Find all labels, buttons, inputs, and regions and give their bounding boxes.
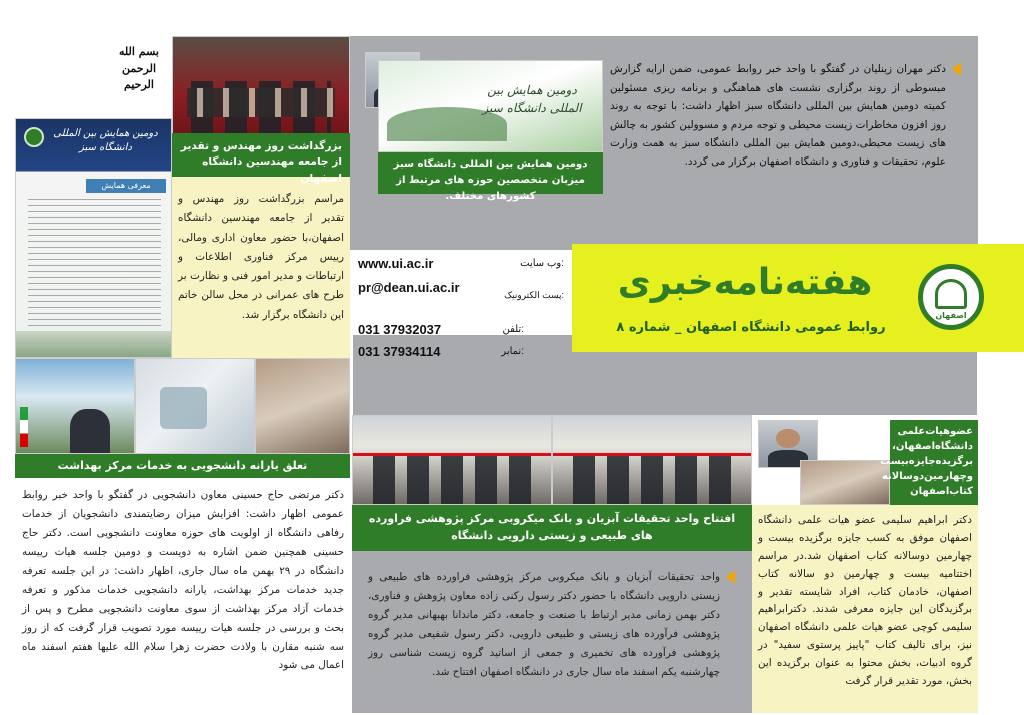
fax-row <box>358 344 564 362</box>
calligraphy-text: بسم الله الرحمن الرحیم <box>119 45 159 91</box>
website-row <box>358 256 564 274</box>
logo-inner-icon <box>935 279 967 309</box>
bottom-middle-caption: افتتاح واحد تحقیقات آبزیان و بانک میکروبی مرکز پژوهشی فراورده های طبیعی و زیستی دارویی دانشگاه <box>352 505 752 551</box>
website-value[interactable]: www.ui.ac.ir <box>358 256 434 271</box>
phone-row <box>358 322 564 340</box>
mid-left-caption: تعلق یارانه دانشجویی به خدمات مرکز بهداشت <box>15 454 350 478</box>
top-middle-caption: دومین همایش بین المللی دانشگاه سبز میزبان متخصصین حوزه های مرتبط از کشورهای مختلف. <box>378 152 603 194</box>
conference-poster <box>15 118 172 358</box>
phone-label: تلفن: <box>502 324 524 335</box>
banner-text: دومین همایش بین المللی دانشگاه سبز <box>482 83 582 115</box>
bottom-right-caption: عضوهیات‌علمی دانشگاه‌اصفهان، برگزیده‌جایزه‌بیست وچهارمین‌دوسالانه کتاب‌اصفهان <box>890 420 978 505</box>
masthead-logo <box>918 264 984 330</box>
poster-logo-icon <box>24 127 44 147</box>
top-left-caption: بزرگداشت روز مهندس و تقدیر از جامعه مهندسین دانشگاه اصفهان <box>172 133 350 177</box>
health-clinic-photo-1 <box>135 358 255 454</box>
bottom-middle-article-body: واحد تحقیقات آبزیان و بانک میکروبی مرکز پژوهشی فراورده های طبیعی و زیستی دارویی دانشگاه با حضور دکتر رسول رکنی زاده معاون پژوهش و فناوری، دکتر بهمن زمانی مدیر ارتباط با صنعت و جامعه، دکتر ماندانا بهبهانی مدیر گروه پژوهشی فرآورده های زیستی و طبیعی دارویی، دکتر رسول شفیعی مدیر گروه پژوهشی فرآورده های تخمیری و جمعی از اساتید گروه زیست شناسی روز چهارشنبه یکم اسفند ماه سال جاری در دانشگاه اصفهان افتتاح شد. <box>368 571 720 678</box>
fax-value: 031 37934114 <box>358 344 441 359</box>
portrait-figure <box>70 409 110 453</box>
ribbon-cutting-photo-2 <box>552 415 752 505</box>
top-right-arrow-icon <box>952 62 961 76</box>
poster-text-lines <box>28 199 161 329</box>
bottom-middle-arrow-icon <box>726 570 735 584</box>
email-label: پست الکترونیک: <box>504 290 564 300</box>
poster-skyline <box>16 331 171 357</box>
top-middle-conference-banner <box>378 60 603 152</box>
poster-title: دومین همایش بین المللی دانشگاه سبز <box>53 128 158 153</box>
fax-label: نمابر: <box>501 346 524 357</box>
website-label: وب سایت: <box>520 258 564 269</box>
mid-left-article-body: دکتر مرتضی حاج حسینی معاون دانشجویی در گفتگو با واحد خبر روابط عمومی اظهار داشت: افزایش میزان رضایتمندی دانشجویان از خدمات رفاهی دانشگاه از اولویت های حوزه معاونت دانشجویی است. دکتر حاج حسینی همچنین ضمن اشاره به دویست و دومین جلسه هیات رییسه دانشگاه در ۲۹ بهمن ماه سال جاری، اظهار داشت: در این جلسه تعرفه جدید خدمات مرکز بهداشت، یارانه دانشجویی خدمات مذکور و تعرفه خدمات آزاد مرکز بهداشت از سوی معاونت دانشجویی مطرح و پس از بحث و بررسی در جلسه هیات رییسه مورد تصویب قرار گرفت که از روز سه شنبه مقارن با ولادت حضرت زهرا سلام الله علیها هفتم اسفند ماه اعمال می شود <box>22 489 344 672</box>
masthead-title: هفته‌نامه‌خبری <box>617 262 873 303</box>
email-row <box>358 280 564 298</box>
calligraphy-box <box>105 40 173 118</box>
ribbon-cutting-photo-1 <box>352 415 552 505</box>
top-left-article-body: مراسم بزرگداشت روز مهندس و تقدیر از جامعه مهندسین دانشگاه اصفهان،با حضور معاون اداری ومالی، رییس مرکز فناوری اطلاعات و ارتباطات و مدیر امور فنی و نظارت بر طرح های عمرانی در محل سالن خاتم این دانشگاه برگزار شد. <box>178 193 344 321</box>
phone-value: 031 37932037 <box>358 322 442 337</box>
contact-block <box>356 254 568 384</box>
book-award-ceremony-photo <box>800 460 890 505</box>
bottom-right-article-body: دکتر ابراهیم سلیمی عضو هیات علمی دانشگاه اصفهان موفق به کسب جایزه برگزیده بیست و چهارمین دوسالانه کتاب اصفهان شد.در مراسم اختتامیه بیست و چهارمین دو سالانه کتاب اصفهان، خادمان کتاب، افراد شایسته تقدیر و برگزیدگان این جایزه معرفی شدند. دکترابراهیم سلیمی کوچی عضو هیات علمی دانشگاه اصفهان نیز، برای تالیف کتاب "پاییز پرستوی سفید" در گروه ادبیات، بخش محتوا به عنوان برگزیده این بخش، مورد تقدیر قرار گرفت <box>758 514 972 688</box>
logo-text: اصفهان <box>935 311 967 320</box>
poster-heading: معرفی همایش <box>86 179 166 193</box>
top-right-article-body: دکتر مهران زینلیان در گفتگو با واحد خبر روابط عمومی، ضمن ارایه گزارش مبسوطی از روند برگزاری نشست های هماهنگی و برنامه ریزی مسئولین کمیته دومین همایش بین المللی دانشگاه سبز اظهار داشت: با توجه به روند روز افزون مخاطرات زیست محیطی و توجه مردم و مسوولین کشور به چالش های زیست محیطی،دومین همایش بین المللی دانشگاه سبز به همت وزارت علوم، تحقیقات و فناوری و دانشگاه اصفهان برگزار می گردد. <box>610 63 946 168</box>
flag-icon <box>20 407 28 447</box>
email-value[interactable]: pr@dean.ui.ac.ir <box>358 280 460 295</box>
health-clinic-photo-2 <box>255 358 350 454</box>
top-left-hall-photo <box>172 36 350 136</box>
masthead-subtitle: روابط عمومی دانشگاه اصفهان _ شماره ۸ <box>616 320 886 335</box>
health-banner-photo <box>15 358 135 454</box>
